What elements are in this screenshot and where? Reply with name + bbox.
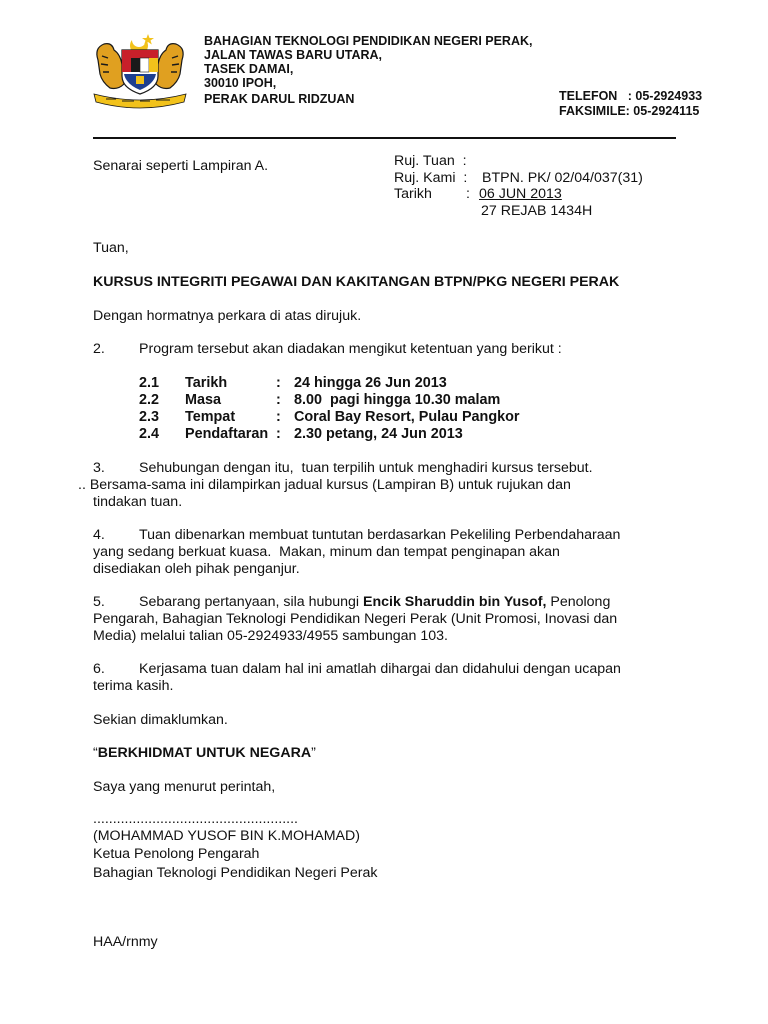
program-item-num: 2.4	[139, 426, 160, 442]
program-item-label: Pendaftaran	[185, 426, 269, 442]
para4-line-3: disediakan oleh pihak penganjur.	[93, 561, 300, 577]
program-item-num: 2.3	[139, 409, 160, 425]
para6-line-2: terima kasih.	[93, 678, 174, 694]
para5-line-1	[139, 594, 610, 611]
opening-line: Dengan hormatnya perkara di atas dirujuk.	[93, 308, 362, 324]
subject-title: KURSUS INTEGRITI PEGAWAI DAN KAKITANGAN BTPN/PKG NEGERI PERAK	[93, 274, 620, 290]
program-item-value: 2.30 petang, 24 Jun 2013	[294, 426, 463, 442]
program-item-value: Coral Bay Resort, Pulau Pangkor	[294, 409, 520, 425]
para4-line-2: yang sedang berkuat kuasa. Makan, minum dan tempat penginapan akan	[93, 544, 560, 560]
program-item-colon: :	[276, 375, 281, 391]
signatory-department: Bahagian Teknologi Pendidikan Negeri Perak	[93, 865, 378, 881]
letterhead-address-line-5: PERAK DARUL RIDZUAN	[204, 92, 355, 106]
hijri-date: 27 REJAB 1434H	[481, 203, 593, 219]
motto-close-quote: ”	[311, 745, 316, 761]
motto	[93, 745, 316, 762]
letterhead-address-line-2: JALAN TAWAS BARU UTARA,	[204, 48, 383, 62]
para5-line-3: Media) melalui talian 05-2924933/4955 sambungan 103.	[93, 628, 448, 644]
letterhead-faksimile: FAKSIMILE: 05-2924115	[559, 104, 700, 118]
contact-person-name: Encik Sharuddin bin Yusof,	[363, 594, 547, 610]
para2-number: 2.	[93, 341, 105, 357]
motto-open-quote: “	[93, 745, 98, 761]
program-item-value: 8.00 pagi hingga 10.30 malam	[294, 392, 501, 408]
signatory-position: Ketua Penolong Pengarah	[93, 846, 260, 862]
tarikh-colon: :	[466, 186, 470, 202]
salutation: Tuan,	[93, 240, 129, 256]
program-item-label: Tarikh	[185, 375, 228, 391]
para5-line-2: Pengarah, Bahagian Teknologi Pendidikan Negeri Perak (Unit Promosi, Inovasi dan	[93, 611, 618, 627]
recipient: Senarai seperti Lampiran A.	[93, 158, 269, 174]
program-item-num: 2.2	[139, 392, 160, 408]
program-item-label: Masa	[185, 392, 221, 408]
para4-line-1: Tuan dibenarkan membuat tuntutan berdasarkan Pekeliling Perbendaharaan	[139, 527, 621, 543]
para3-number: 3.	[93, 460, 105, 476]
signatory-name: (MOHAMMAD YUSOF BIN K.MOHAMAD)	[93, 828, 360, 844]
program-item-num: 2.1	[139, 375, 160, 391]
program-item-colon: :	[276, 426, 281, 442]
ruj-tuan-label: Ruj. Tuan :	[394, 153, 467, 169]
para5-number: 5.	[93, 594, 105, 610]
para3-line-1: Sehubungan dengan itu, tuan terpilih untuk menghadiri kursus tersebut.	[139, 460, 593, 476]
coat-of-arms-icon	[88, 30, 192, 110]
tarikh-label: Tarikh	[394, 186, 432, 202]
letterhead-address-line-4: 30010 IPOH,	[204, 76, 277, 90]
letterhead-divider	[93, 137, 676, 139]
para6-number: 6.	[93, 661, 105, 677]
program-item-colon: :	[276, 392, 281, 408]
tarikh-value: 06 JUN 2013	[479, 186, 562, 202]
para5-text: Penolong	[546, 594, 611, 610]
para2-text: Program tersebut akan diadakan mengikut ketentuan yang berikut :	[139, 341, 562, 357]
para3-line-3: tindakan tuan.	[93, 494, 183, 510]
program-item-label: Tempat	[185, 409, 236, 425]
program-item-value: 24 hingga 26 Jun 2013	[294, 375, 447, 391]
para3-line-2: .. Bersama-sama ini dilampirkan jadual kursus (Lampiran B) untuk rujukan dan	[78, 477, 571, 493]
closing-line: Sekian dimaklumkan.	[93, 712, 228, 728]
para5-text: Sebarang pertanyaan, sila hubungi	[139, 594, 364, 610]
para4-number: 4.	[93, 527, 105, 543]
letterhead-address-line-1: BAHAGIAN TEKNOLOGI PENDIDIKAN NEGERI PERAK,	[204, 34, 533, 48]
signature-line: ....................................................	[93, 811, 298, 827]
reference-initials: HAA/rnmy	[93, 934, 158, 950]
letterhead-telefon: TELEFON : 05-2924933	[559, 89, 703, 103]
para6-line-1: Kerjasama tuan dalam hal ini amatlah dihargai dan didahului dengan ucapan	[139, 661, 621, 677]
ruj-kami-label: Ruj. Kami :	[394, 170, 468, 186]
program-item-colon: :	[276, 409, 281, 425]
letterhead-address-line-3: TASEK DAMAI,	[204, 62, 294, 76]
sign-off: Saya yang menurut perintah,	[93, 779, 276, 795]
motto-text: BERKHIDMAT UNTUK NEGARA	[97, 745, 312, 761]
ruj-kami-value: BTPN. PK/ 02/04/037(31)	[482, 170, 643, 186]
